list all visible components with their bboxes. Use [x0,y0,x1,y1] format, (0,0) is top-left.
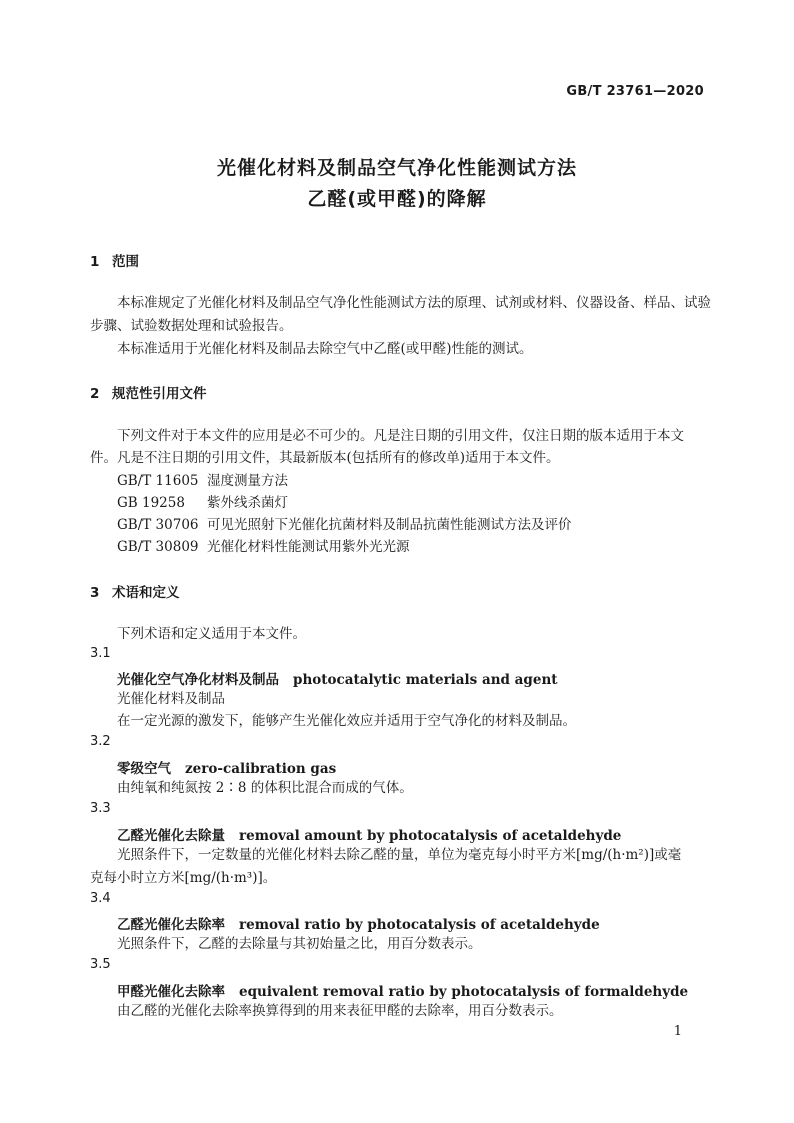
reference-item [117,515,572,535]
reference-title: 可见光照射下光催化抗菌材料及制品抗菌性能测试方法及评价 [207,517,572,533]
term-zh: 零级空气 [117,761,171,777]
page-number: 1 [673,1024,682,1039]
reference-title: 紫外线杀菌灯 [207,495,288,511]
reference-code: GB/T 30706 [117,517,199,533]
term-definition: 光照条件下，一定数量的光催化材料去除乙醛的量，单位为毫克每小时平方米[mg/(h·m²)]或毫 [117,847,682,863]
paragraph: 件。凡是不注日期的引用文件，其最新版本(包括所有的修改单)适用于本文件。 [90,450,560,466]
term-definition: 克每小时立方米[mg/(h·m³)]。 [90,870,277,886]
term-number: 3.2 [90,734,111,749]
section-heading-terms-and-definitions [90,581,180,601]
term-en: equivalent removal ratio by photocatalysis of formaldehyde [239,984,689,1000]
term-definition: 由纯氧和纯氮按 2∶8 的体积比混合而成的气体。 [117,780,413,796]
document-title-line2: 乙醛(或甲醛)的降解 [307,188,487,210]
term-number: 3.4 [90,891,111,906]
term-definition: 由乙醛的光催化去除率换算得到的用来表征甲醛的去除率，用百分数表示。 [117,1003,563,1019]
section-title: 术语和定义 [112,585,180,601]
term-heading [117,980,688,1000]
paragraph: 本标准适用于光催化材料及制品去除空气中乙醛(或甲醛)性能的测试。 [117,341,533,357]
term-heading [117,668,558,688]
section-heading-normative-references [90,382,207,402]
term-en: removal ratio by photocatalysis of acetaldehyde [239,917,600,933]
term-en: zero-calibration gas [185,761,337,777]
term-en: photocatalytic materials and agent [293,672,558,688]
term-heading [117,913,600,933]
term-zh: 乙醛光催化去除率 [117,917,225,933]
paragraph: 本标准规定了光催化材料及制品空气净化性能测试方法的原理、试剂或材料、仪器设备、样品、试验 [117,295,711,311]
term-en: removal amount by photocatalysis of acetaldehyde [239,828,622,844]
term-definition: 光照条件下，乙醛的去除量与其初始量之比，用百分数表示。 [117,936,482,952]
standard-code: GB/T 23761—2020 [566,84,704,99]
reference-item [117,537,410,557]
paragraph: 下列文件对于本文件的应用是必不可少的。凡是注日期的引用文件，仅注日期的版本适用于本文 [117,428,684,444]
term-number: 3.5 [90,957,111,972]
reference-title: 光催化材料性能测试用紫外光光源 [207,539,410,555]
term-zh: 乙醛光催化去除量 [117,828,225,844]
paragraph: 步骤、试验数据处理和试验报告。 [90,318,293,334]
reference-code: GB/T 11605 [117,473,199,489]
reference-code: GB 19258 [117,495,185,511]
document-title-line1: 光催化材料及制品空气净化性能测试方法 [216,157,577,179]
term-alternative: 光催化材料及制品 [117,691,225,707]
term-number: 3.1 [90,646,111,661]
reference-code: GB/T 30809 [117,539,199,555]
reference-title: 湿度测量方法 [207,473,288,489]
term-zh: 光催化空气净化材料及制品 [117,672,279,688]
section-number: 3 [90,585,100,601]
section-number: 1 [90,254,100,270]
term-number: 3.3 [90,801,111,816]
reference-item [117,471,288,491]
term-zh: 甲醛光催化去除率 [117,984,225,1000]
section-title: 规范性引用文件 [112,386,207,402]
term-definition: 在一定光源的激发下，能够产生光催化效应并适用于空气净化的材料及制品。 [117,713,576,729]
reference-item [117,493,288,513]
term-heading [117,757,336,777]
paragraph: 下列术语和定义适用于本文件。 [117,626,306,642]
section-title: 范围 [112,254,139,270]
section-number: 2 [90,386,100,402]
term-heading [117,824,621,844]
section-heading-scope [90,250,139,270]
